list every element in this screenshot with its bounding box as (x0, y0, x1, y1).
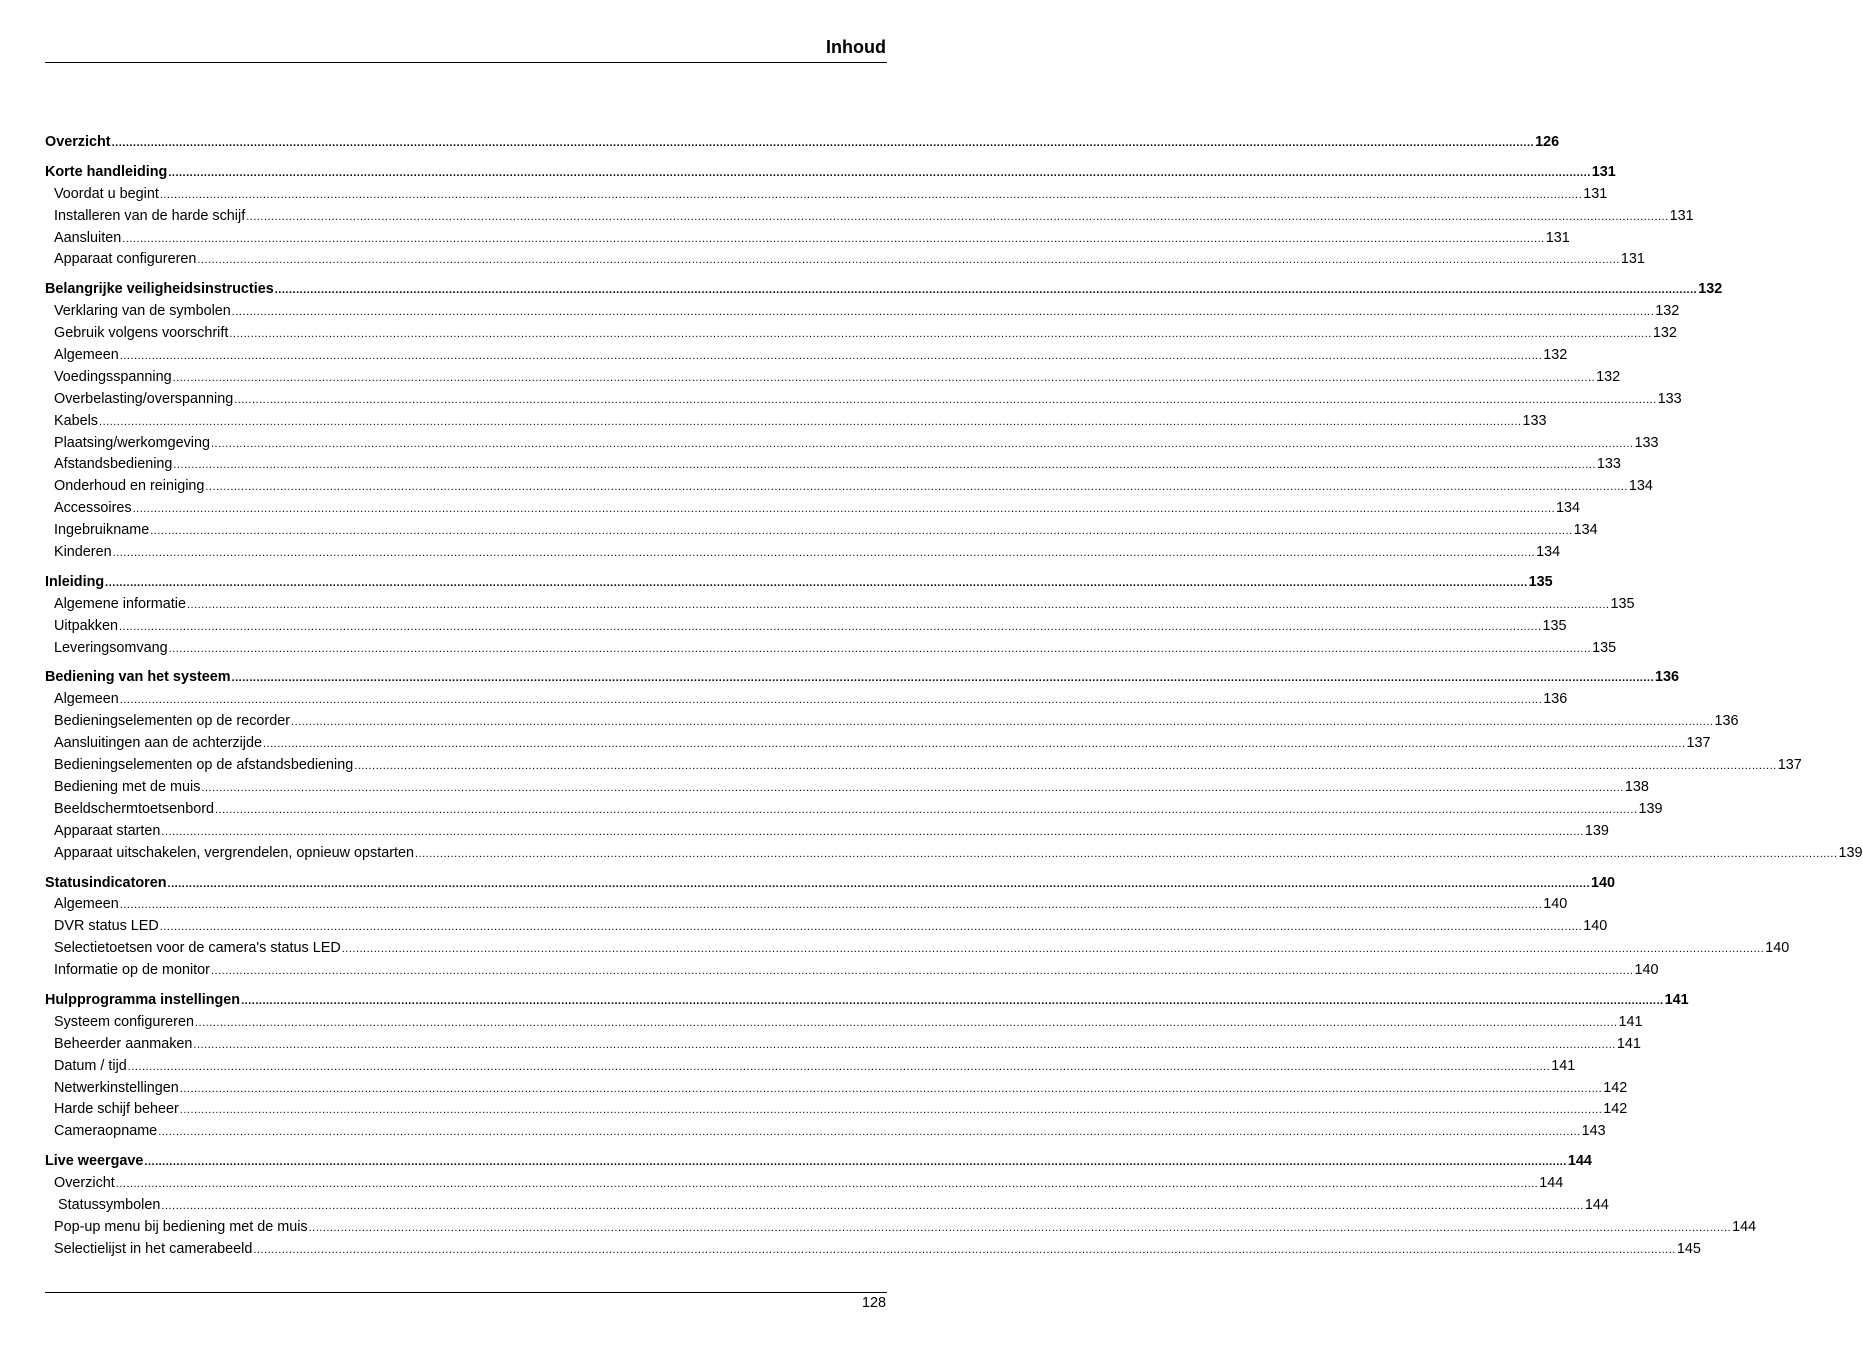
toc-entry-title: Algemeen (54, 691, 119, 708)
toc-chapter-entry[interactable] (45, 572, 1553, 594)
toc-entry-title: Aansluitingen aan de achterzijde (54, 735, 263, 752)
table-of-contents (45, 132, 1863, 1269)
toc-entry-title: Installeren van de harde schijf (54, 207, 246, 224)
toc-dot-leader: ................................................................................................................................................................................................................................................................................................................................................................................................................ (168, 166, 1591, 179)
toc-section-entry[interactable] (45, 1034, 1641, 1056)
toc-dot-leader: ................................................................................................................................................................................................................................................................................................................................................................................................................ (111, 137, 1535, 149)
toc-entry-page: 140 (1543, 896, 1568, 913)
toc-entry-title: Overzicht (54, 1175, 115, 1192)
toc-entry-page: 126 (1535, 134, 1560, 150)
toc-dot-leader: ................................................................................................................................................................................................................................................................................................................................................................................................................ (246, 210, 1669, 223)
page-number: 128 (861, 1295, 886, 1311)
toc-section-entry[interactable] (45, 367, 1621, 389)
toc-entry-title: Systeem configureren (54, 1013, 194, 1030)
toc-entry-page: 134 (1556, 500, 1581, 517)
toc-section-entry[interactable] (45, 411, 1547, 433)
toc-section-entry[interactable] (45, 938, 1790, 960)
toc-entry-title: Belangrijke veiligheidsinstructies (45, 281, 274, 298)
toc-entry-title: Statussymbolen (54, 1196, 161, 1213)
toc-entry-title: Aansluiten (54, 229, 122, 246)
toc-entry-title: DVR status LED (54, 918, 159, 935)
toc-chapter-entry[interactable] (45, 132, 1560, 154)
toc-entry-page: 141 (1664, 991, 1689, 1008)
toc-section-entry[interactable] (45, 733, 1711, 755)
toc-entry-title: Kabels (54, 412, 99, 429)
toc-entry-page: 142 (1603, 1101, 1628, 1118)
toc-entry-page: 131 (1583, 185, 1608, 202)
footer-divider (45, 1292, 887, 1293)
toc-entry-title: Bediening van het systeem (45, 669, 231, 686)
toc-section-entry[interactable] (45, 184, 1608, 206)
toc-entry-page: 132 (1655, 303, 1680, 320)
toc-entry-title: Netwerkinstellingen (54, 1079, 179, 1096)
toc-section-entry[interactable] (45, 1217, 1757, 1239)
toc-entry-page: 137 (1686, 735, 1711, 752)
toc-entry-page: 136 (1714, 713, 1739, 730)
toc-chapter-entry[interactable] (45, 873, 1616, 895)
toc-entry-title: Kinderen (54, 544, 112, 561)
toc-entry-title: Beheerder aanmaken (54, 1035, 193, 1052)
toc-entry-title: Algemeen (54, 896, 119, 913)
toc-entry-title: Plaatsing/werkomgeving (54, 434, 210, 451)
toc-dot-leader: ................................................................................................................................................................................................................................................................................................................................................................................................................ (354, 760, 1777, 773)
toc-section-entry[interactable] (45, 711, 1739, 733)
toc-entry-page: 140 (1765, 940, 1790, 957)
toc-entry-title: Overbelasting/overspanning (54, 390, 234, 407)
toc-section-entry[interactable] (45, 960, 1659, 982)
toc-entry-page: 144 (1567, 1153, 1592, 1170)
toc-dot-leader: ................................................................................................................................................................................................................................................................................................................................................................................................................ (229, 328, 1652, 341)
toc-dot-leader: ................................................................................................................................................................................................................................................................................................................................................................................................................ (234, 393, 1657, 406)
toc-entry-title: Uitpakken (54, 617, 118, 634)
toc-dot-leader: ................................................................................................................................................................................................................................................................................................................................................................................................................ (274, 284, 1698, 297)
toc-entry-page: 142 (1603, 1079, 1628, 1096)
toc-dot-leader: ................................................................................................................................................................................................................................................................................................................................................................................................................ (122, 232, 1545, 245)
toc-entry-title: Onderhoud en reiniging (54, 478, 205, 495)
toc-section-entry[interactable] (45, 454, 1621, 476)
toc-dot-leader: ................................................................................................................................................................................................................................................................................................................................................................................................................ (194, 1016, 1618, 1029)
toc-entry-page: 133 (1522, 412, 1547, 429)
toc-entry-page: 134 (1573, 522, 1598, 539)
toc-entry-page: 133 (1596, 456, 1621, 473)
toc-section-entry[interactable] (45, 249, 1645, 271)
toc-entry-title: Statusindicatoren (45, 874, 167, 891)
toc-entry-title: Korte handleiding (45, 163, 168, 180)
toc-section-entry[interactable] (45, 542, 1561, 564)
toc-entry-page: 138 (1624, 778, 1649, 795)
toc-section-entry[interactable] (45, 843, 1863, 865)
toc-chapter-entry[interactable] (45, 667, 1680, 689)
toc-section-entry[interactable] (45, 799, 1663, 821)
toc-section-entry[interactable] (45, 301, 1680, 323)
toc-entry-title: Datum / tijd (54, 1057, 127, 1074)
toc-entry-title: Algemene informatie (54, 595, 186, 612)
toc-entry-title: Inleiding (45, 573, 105, 590)
toc-entry-page: 140 (1634, 962, 1659, 979)
toc-section-entry[interactable] (45, 755, 1802, 777)
toc-entry-title: Cameraopname (54, 1123, 158, 1140)
toc-entry-page: 135 (1592, 639, 1617, 656)
toc-entry-page: 141 (1618, 1013, 1643, 1030)
toc-section-entry[interactable] (45, 433, 1659, 455)
toc-dot-leader: ................................................................................................................................................................................................................................................................................................................................................................................................................ (119, 350, 1543, 363)
toc-section-entry[interactable] (45, 689, 1568, 711)
toc-dot-leader: ................................................................................................................................................................................................................................................................................................................................................................................................................ (415, 847, 1838, 860)
toc-dot-leader: ................................................................................................................................................................................................................................................................................................................................................................................................................ (119, 620, 1542, 633)
toc-section-entry[interactable] (45, 206, 1694, 228)
toc-dot-leader: ................................................................................................................................................................................................................................................................................................................................................................................................................ (291, 716, 1714, 729)
toc-entry-title: Voedingsspanning (54, 368, 172, 385)
toc-dot-leader: ................................................................................................................................................................................................................................................................................................................................................................................................................ (105, 576, 1528, 589)
toc-entry-title: Overzicht (45, 134, 111, 150)
toc-section-entry[interactable] (45, 1121, 1606, 1143)
toc-dot-leader: ................................................................................................................................................................................................................................................................................................................................................................................................................ (253, 1243, 1676, 1256)
toc-section-entry[interactable] (45, 616, 1567, 638)
toc-section-entry[interactable] (45, 894, 1568, 916)
toc-entry-page: 132 (1596, 368, 1621, 385)
toc-dot-leader: ................................................................................................................................................................................................................................................................................................................................................................................................................ (159, 921, 1583, 934)
toc-section-entry[interactable] (45, 1056, 1576, 1078)
toc-section-entry[interactable] (45, 520, 1598, 542)
toc-dot-leader: ................................................................................................................................................................................................................................................................................................................................................................................................................ (308, 1221, 1732, 1234)
toc-section-entry[interactable] (45, 1078, 1628, 1100)
toc-entry-title: Selectielijst in het camerabeeld (54, 1240, 253, 1257)
toc-entry-page: 132 (1543, 347, 1568, 364)
toc-entry-page: 131 (1545, 229, 1570, 246)
toc-dot-leader: ................................................................................................................................................................................................................................................................................................................................................................................................................ (132, 503, 1556, 516)
toc-dot-leader: ................................................................................................................................................................................................................................................................................................................................................................................................................ (161, 825, 1584, 838)
toc-entry-title: Voordat u begint (54, 185, 159, 202)
toc-entry-page: 144 (1584, 1196, 1609, 1213)
toc-chapter-entry[interactable] (45, 162, 1616, 184)
toc-entry-title: Informatie op de monitor (54, 962, 210, 979)
toc-dot-leader: ................................................................................................................................................................................................................................................................................................................................................................................................................ (158, 1126, 1581, 1139)
toc-entry-title: Apparaat uitschakelen, vergrendelen, opnieuw opstarten (54, 844, 415, 861)
toc-entry-title: Ingebruikname (54, 522, 150, 539)
toc-entry-title: Verklaring van de symbolen (54, 303, 231, 320)
page-title: Inhoud (826, 37, 886, 57)
toc-dot-leader: ................................................................................................................................................................................................................................................................................................................................................................................................................ (205, 481, 1628, 494)
toc-entry-page: 133 (1657, 390, 1682, 407)
toc-entry-page: 141 (1616, 1035, 1641, 1052)
toc-section (45, 132, 1560, 154)
toc-entry-page: 143 (1581, 1123, 1606, 1140)
toc-chapter-entry[interactable] (45, 990, 1689, 1012)
toc-entry-title: Hulpprogramma instellingen (45, 991, 241, 1008)
toc-dot-leader: ................................................................................................................................................................................................................................................................................................................................................................................................................ (112, 547, 1536, 560)
toc-section-entry[interactable] (45, 777, 1649, 799)
toc-entry-title: Gebruik volgens voorschrift (54, 325, 229, 342)
toc-section (45, 572, 1635, 660)
toc-entry-page: 132 (1652, 325, 1677, 342)
toc-entry-page: 141 (1551, 1057, 1576, 1074)
toc-entry-title: Algemeen (54, 347, 119, 364)
toc-entry-title: Bedieningselementen op de afstandsbediening (54, 757, 354, 774)
toc-section-entry[interactable] (45, 1099, 1628, 1121)
toc-dot-leader: ................................................................................................................................................................................................................................................................................................................................................................................................................ (167, 877, 1591, 890)
toc-dot-leader: ................................................................................................................................................................................................................................................................................................................................................................................................................ (210, 965, 1634, 978)
toc-entry-page: 145 (1676, 1240, 1701, 1257)
toc-entry-title: Apparaat configureren (54, 251, 197, 268)
toc-dot-leader: ................................................................................................................................................................................................................................................................................................................................................................................................................ (161, 1199, 1584, 1212)
toc-section-entry[interactable] (45, 323, 1677, 345)
toc-entry-title: Pop-up menu bij bediening met de muis (54, 1218, 308, 1235)
toc-entry-page: 137 (1777, 757, 1802, 774)
toc-entry-page: 140 (1591, 874, 1616, 891)
toc-entry-title: Bedieningselementen op de recorder (54, 713, 291, 730)
toc-dot-leader: ................................................................................................................................................................................................................................................................................................................................................................................................................ (172, 371, 1596, 384)
toc-entry-page: 134 (1536, 544, 1561, 561)
toc-dot-leader: ................................................................................................................................................................................................................................................................................................................................................................................................................ (99, 415, 1522, 428)
toc-entry-title: Beeldschermtoetsenbord (54, 800, 214, 817)
toc-dot-leader: ................................................................................................................................................................................................................................................................................................................................................................................................................ (150, 525, 1573, 538)
toc-section (45, 990, 1689, 1143)
toc-dot-leader: ................................................................................................................................................................................................................................................................................................................................................................................................................ (197, 254, 1620, 267)
toc-dot-leader: ................................................................................................................................................................................................................................................................................................................................................................................................................ (119, 899, 1543, 912)
toc-dot-leader: ................................................................................................................................................................................................................................................................................................................................................................................................................ (231, 306, 1655, 319)
toc-entry-page: 144 (1539, 1175, 1564, 1192)
toc-entry-title: Afstandsbediening (54, 456, 173, 473)
toc-entry-title: Bediening met de muis (54, 778, 201, 795)
toc-entry-page: 131 (1669, 207, 1694, 224)
toc-dot-leader: ................................................................................................................................................................................................................................................................................................................................................................................................................ (119, 694, 1543, 707)
toc-section-entry[interactable] (45, 1195, 1609, 1217)
toc-section (45, 873, 1790, 982)
toc-section-entry[interactable] (45, 498, 1581, 520)
toc-section-entry[interactable] (45, 1239, 1701, 1261)
toc-section-entry[interactable] (45, 228, 1570, 250)
toc-dot-leader: ................................................................................................................................................................................................................................................................................................................................................................................................................ (186, 598, 1610, 611)
toc-entry-title: Leveringsomvang (54, 639, 168, 656)
toc-section (45, 279, 1723, 564)
toc-section-entry[interactable] (45, 594, 1635, 616)
toc-entry-page: 139 (1838, 844, 1863, 861)
toc-entry-title: Harde schijf beheer (54, 1101, 179, 1118)
header-divider (45, 62, 887, 63)
toc-section-entry[interactable] (45, 476, 1653, 498)
toc-dot-leader: ................................................................................................................................................................................................................................................................................................................................................................................................................ (341, 943, 1765, 956)
toc-dot-leader: ................................................................................................................................................................................................................................................................................................................................................................................................................ (115, 1178, 1539, 1191)
toc-entry-page: 135 (1542, 617, 1567, 634)
toc-section-entry[interactable] (45, 1173, 1564, 1195)
toc-dot-leader: ................................................................................................................................................................................................................................................................................................................................................................................................................ (241, 994, 1664, 1007)
toc-dot-leader: ................................................................................................................................................................................................................................................................................................................................................................................................................ (173, 459, 1596, 472)
toc-dot-leader: ................................................................................................................................................................................................................................................................................................................................................................................................................ (144, 1156, 1567, 1169)
toc-dot-leader: ................................................................................................................................................................................................................................................................................................................................................................................................................ (210, 437, 1634, 450)
toc-dot-leader: ................................................................................................................................................................................................................................................................................................................................................................................................................ (168, 642, 1592, 655)
toc-dot-leader: ................................................................................................................................................................................................................................................................................................................................................................................................................ (127, 1060, 1551, 1073)
toc-entry-page: 131 (1591, 163, 1616, 180)
toc-dot-leader: ................................................................................................................................................................................................................................................................................................................................................................................................................ (231, 672, 1655, 685)
toc-entry-page: 144 (1732, 1218, 1757, 1235)
toc-entry-page: 133 (1634, 434, 1659, 451)
toc-entry-page: 135 (1528, 573, 1553, 590)
toc-entry-title: Selectietoetsen voor de camera's status LED (54, 940, 341, 957)
toc-entry-page: 139 (1584, 822, 1609, 839)
toc-entry-page: 136 (1543, 691, 1568, 708)
toc-section-entry[interactable] (45, 821, 1609, 843)
toc-section-entry[interactable] (45, 389, 1682, 411)
toc-section (45, 1151, 1757, 1260)
toc-section-entry[interactable] (45, 1012, 1643, 1034)
toc-dot-leader: ................................................................................................................................................................................................................................................................................................................................................................................................................ (159, 188, 1583, 201)
toc-section-entry[interactable] (45, 916, 1608, 938)
toc-entry-title: Live weergave (45, 1153, 144, 1170)
toc-section-entry[interactable] (45, 638, 1617, 660)
toc-entry-page: 140 (1583, 918, 1608, 935)
toc-dot-leader: ................................................................................................................................................................................................................................................................................................................................................................................................................ (263, 738, 1686, 751)
toc-entry-page: 139 (1638, 800, 1663, 817)
toc-section-entry[interactable] (45, 345, 1568, 367)
toc-entry-title: Accessoires (54, 500, 132, 517)
toc-entry-page: 131 (1620, 251, 1645, 268)
toc-entry-title: Apparaat starten (54, 822, 161, 839)
toc-section (45, 667, 1863, 864)
toc-dot-leader: ................................................................................................................................................................................................................................................................................................................................................................................................................ (193, 1038, 1616, 1051)
toc-dot-leader: ................................................................................................................................................................................................................................................................................................................................................................................................................ (201, 781, 1624, 794)
toc-section (45, 162, 1694, 271)
toc-dot-leader: ................................................................................................................................................................................................................................................................................................................................................................................................................ (215, 803, 1638, 816)
toc-entry-page: 136 (1655, 669, 1680, 686)
toc-chapter-entry[interactable] (45, 1151, 1592, 1173)
toc-entry-page: 134 (1628, 478, 1653, 495)
toc-chapter-entry[interactable] (45, 279, 1723, 301)
toc-entry-page: 135 (1610, 595, 1635, 612)
toc-dot-leader: ................................................................................................................................................................................................................................................................................................................................................................................................................ (179, 1082, 1603, 1095)
toc-dot-leader: ................................................................................................................................................................................................................................................................................................................................................................................................................ (179, 1104, 1603, 1117)
toc-entry-page: 132 (1698, 281, 1723, 298)
